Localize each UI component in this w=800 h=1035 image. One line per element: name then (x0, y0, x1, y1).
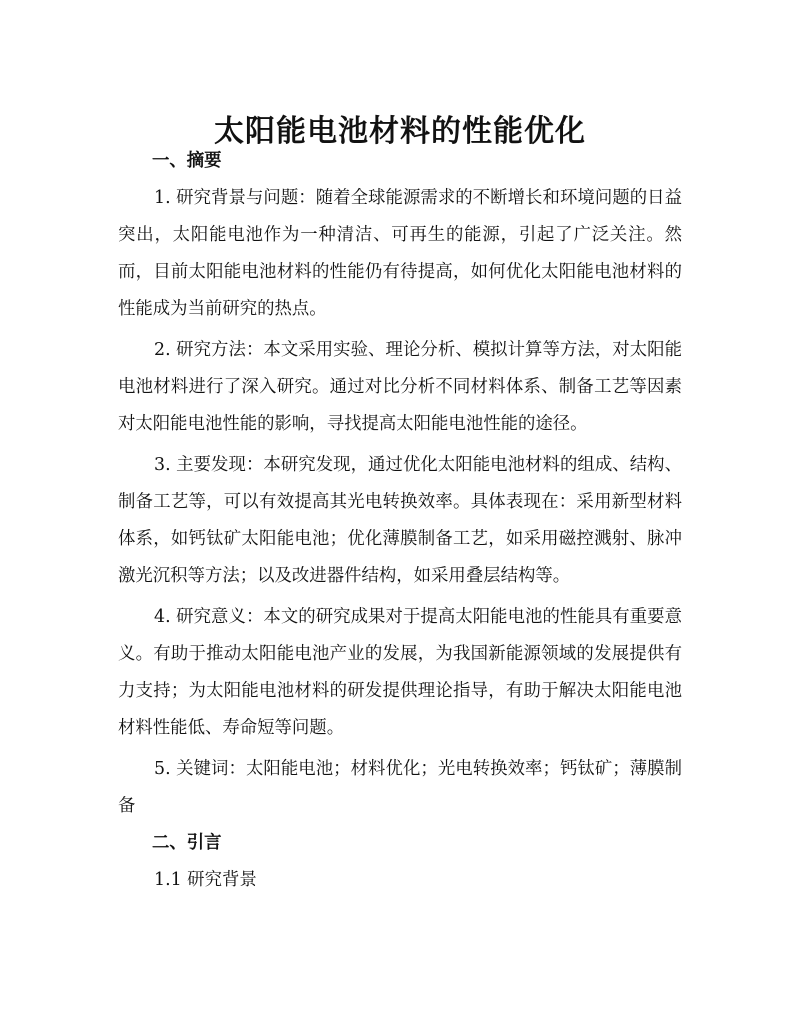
abstract-paragraph-keywords: 5. 关键词：太阳能电池；材料优化；光电转换效率；钙钛矿；薄膜制备 (118, 759, 682, 816)
document-body (118, 143, 682, 899)
abstract-paragraph-significance: 4. 研究意义：本文的研究成果对于提高太阳能电池的性能具有重要意义。有助于推动太阳能电池产业的发展，为我国新能源领域的发展提供有力支持；为太阳能电池材料的研发提供理论指导，有助于解决太阳能电池材料性能低、寿命短等问题。 (118, 607, 682, 738)
abstract-paragraph-findings: 3. 主要发现：本研究发现，通过优化太阳能电池材料的组成、结构、制备工艺等，可以有效提高其光电转换效率。具体表现在：采用新型材料体系，如钙钛矿太阳能电池；优化薄膜制备工艺，如采用磁控溅射、脉冲激光沉积等方法；以及改进器件结构，如采用叠层结构等。 (118, 455, 682, 586)
document-title: 太阳能电池材料的性能优化 (214, 114, 586, 150)
section-heading-abstract: 一、摘要 (152, 151, 222, 171)
abstract-paragraph-background: 1. 研究背景与问题：随着全球能源需求的不断增长和环境问题的日益突出，太阳能电池作为一种清洁、可再生的能源，引起了广泛关注。然而，目前太阳能电池材料的性能仍有待提高，如何优化太阳能电池材料的性能成为当前研究的热点。 (118, 188, 682, 319)
subsection-heading-research-background: 1.1 研究背景 (154, 870, 257, 890)
section-heading-introduction: 二、引言 (152, 833, 222, 853)
abstract-paragraph-methods: 2. 研究方法：本文采用实验、理论分析、模拟计算等方法，对太阳能电池材料进行了深入研究。通过对比分析不同材料体系、制备工艺等因素对太阳能电池性能的影响，寻找提高太阳能电池性能的途径。 (118, 340, 682, 434)
